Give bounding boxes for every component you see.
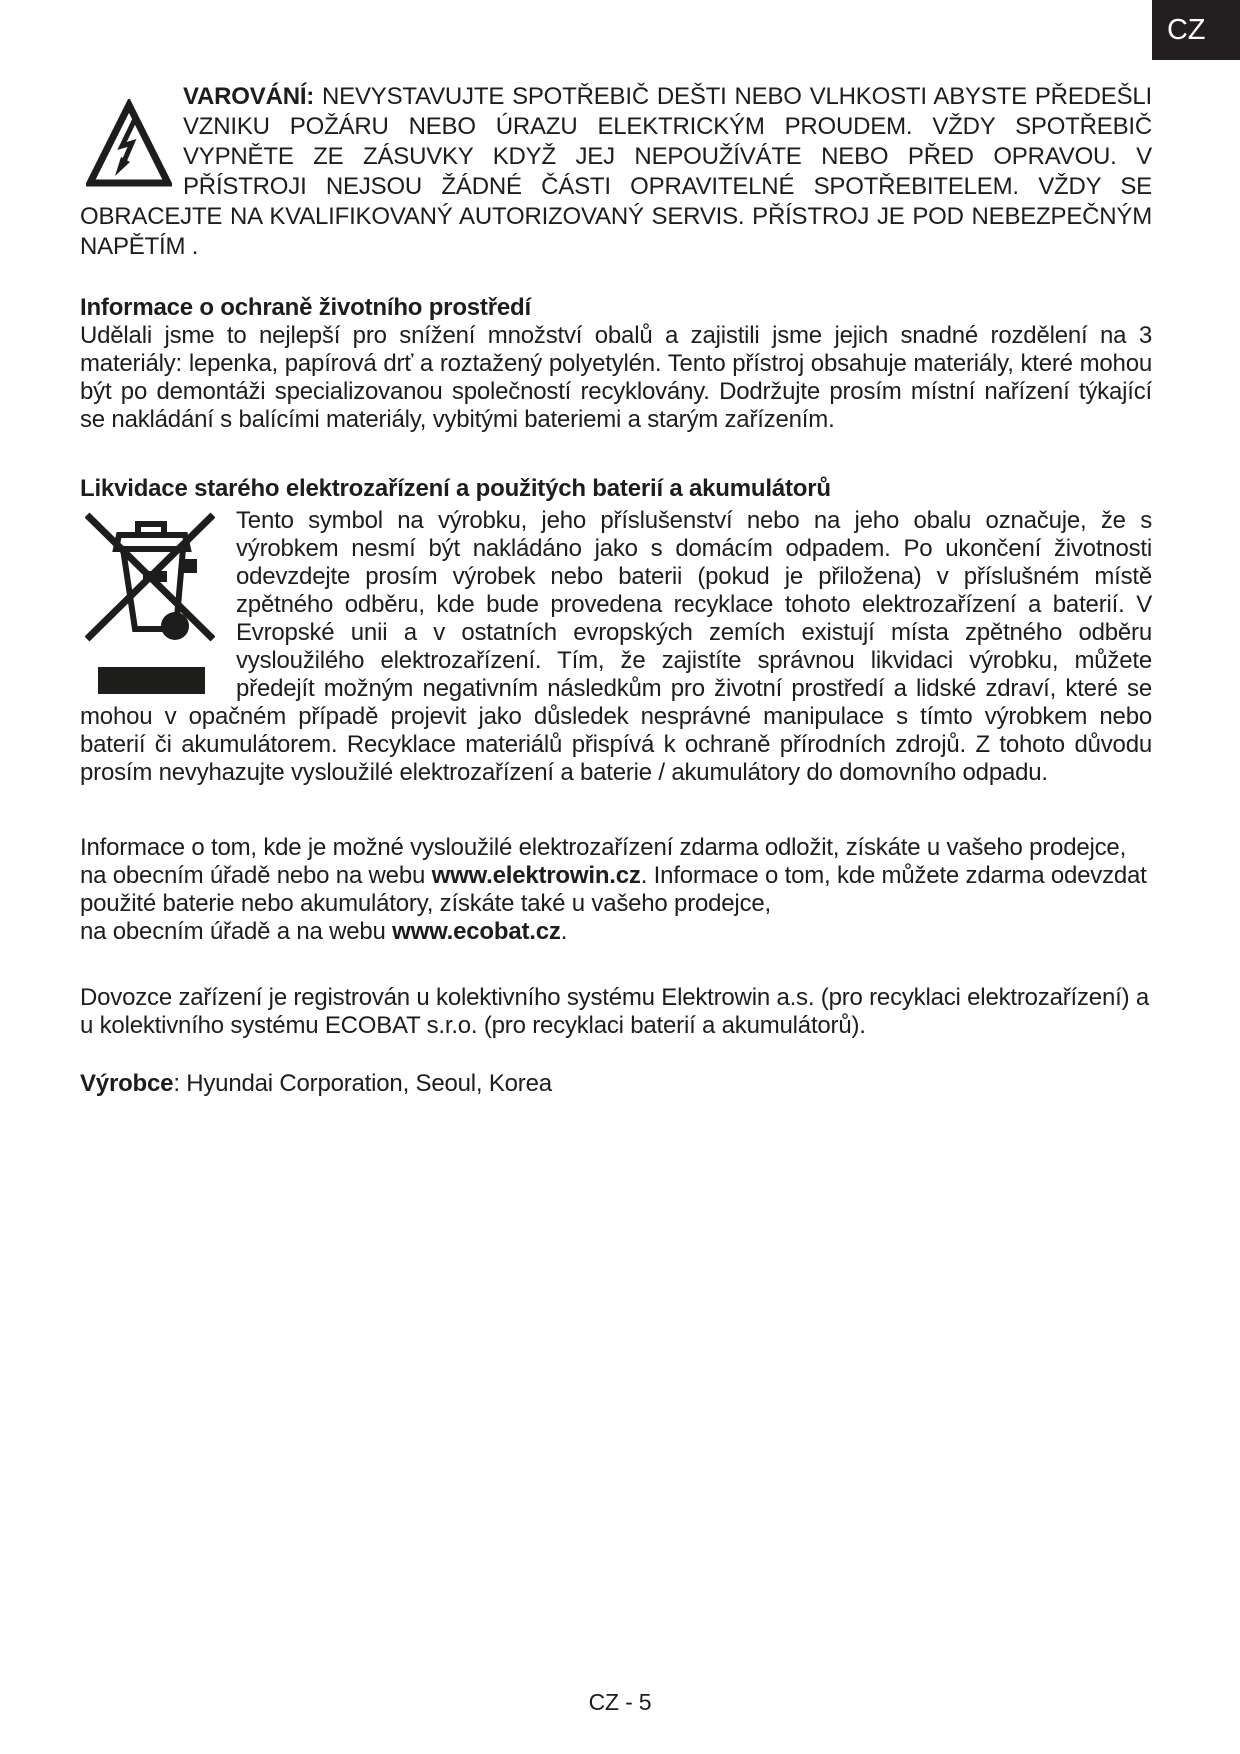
language-badge: CZ: [1152, 0, 1240, 60]
ecobat-url: www.ecobat.cz: [392, 918, 561, 945]
manufacturer-label: Výrobce: [80, 1070, 174, 1097]
disposal-paragraph: [80, 507, 1152, 787]
weee-icon-float: [80, 507, 236, 697]
disposal-text: Tento symbol na výrobku, jeho příslušenství nebo na jeho obalu označuje, že s výrobkem nesmí být nakládáno jako s domácím odpadem. Po ukončení životnosti odevzdejte prosím výrobek nebo baterii (pokud je přiložena) v příslušném místě zpětného odběru, kde bude provedena recyklace tohoto elektrozařízení a baterií. V Evropské unii a v ostatních evropských zemích existují místa zpětného odběru vysloužilého elektrozařízení. Tím, že zajistíte správnou likvidaci výrobku, můžete předejít možným negativním následkům pro životní prostředí a lidské zdraví, které se mohou v opačném případě projevit jako důsledek nesprávné manipulace s tímto výrobkem nebo baterií či akumulátorem. Recyklace materiálů přispívá k ochraně přírodních zdrojů. Z tohoto důvodu prosím nevyhazujte vysloužilé elektrozařízení a baterie / akumulátory do domovního odpadu.: [80, 507, 1152, 786]
warning-paragraph: [80, 82, 1152, 262]
weee-crossed-bin-icon: [85, 507, 215, 644]
warning-label: VAROVÁNÍ:: [183, 83, 315, 110]
weee-black-bar: [98, 667, 205, 694]
page-number: CZ - 5: [588, 1689, 652, 1715]
high-voltage-icon: [86, 99, 172, 189]
environment-heading: Informace o ochraně životního prostředí: [80, 294, 531, 321]
manufacturer-paragraph: [80, 1070, 1152, 1098]
info-paragraph: [80, 834, 1152, 946]
info-text-4: .: [560, 918, 568, 945]
warning-icon-float: [80, 82, 183, 194]
elektrowin-url: www.elektrowin.cz: [431, 862, 641, 889]
warning-text: NEVYSTAVUJTE SPOTŘEBIČ DEŠTI NEBO VLHKOSTI ABYSTE PŘEDEŠLI VZNIKU POŽÁRU NEBO ÚRAZU ELEKTRICKÝM PROUDEM. VŽDY SPOTŘEBIČ VYPNĚTE ZE ZÁSUVKY KDYŽ JEJ NEPOUŽÍVÁTE NEBO PŘED OPRAVOU. V PŘÍSTROJI NEJSOU ŽÁDNÉ ČÁSTI OPRAVITELNÉ SPOTŘEBITELEM. VŽDY SE OBRACEJTE NA KVALIFIKOVANÝ AUTORIZOVANÝ SERVIS. PŘÍSTROJ JE POD NEBEZPEČNÝM NAPĚTÍM .: [80, 83, 1152, 260]
page-content: [80, 0, 1152, 1098]
info-text-2: . Informace o tom, kde můžete zdarma odevzdat použité baterie nebo akumulátory, získáte také u vašeho prodejce,: [80, 862, 1147, 917]
disposal-heading: Likvidace starého elektrozařízení a použitých baterií a akumulátorů: [80, 475, 831, 502]
manufacturer-value: : Hyundai Corporation, Seoul, Korea: [173, 1070, 552, 1097]
importer-paragraph: Dovozce zařízení je registrován u kolektivního systému Elektrowin a.s. (pro recyklaci elektrozařízení) a u kolektivního systému ECOBAT s.r.o. (pro recyklaci baterií a akumulátorů).: [80, 984, 1149, 1039]
info-text-3: na obecním úřadě a na webu: [80, 918, 393, 945]
environment-paragraph: Udělali jsme to nejlepší pro snížení množství obalů a zajistili jsme jejich snadné rozdělení na 3 materiály: lepenka, papírová drť a roztažený polyetylén. Tento přístroj obsahuje materiály, které mohou být po demontáži specializovanou společností recyklovány. Dodržujte prosím místní nařízení týkající se nakládání s balícími materiály, vybitými bateriemi a starým zařízením.: [80, 322, 1152, 433]
info-text-1: Informace o tom, kde je možné vysloužilé elektrozařízení zdarma odložit, získáte u vašeho prodejce, na obecním úřadě nebo na webu: [80, 834, 1127, 889]
